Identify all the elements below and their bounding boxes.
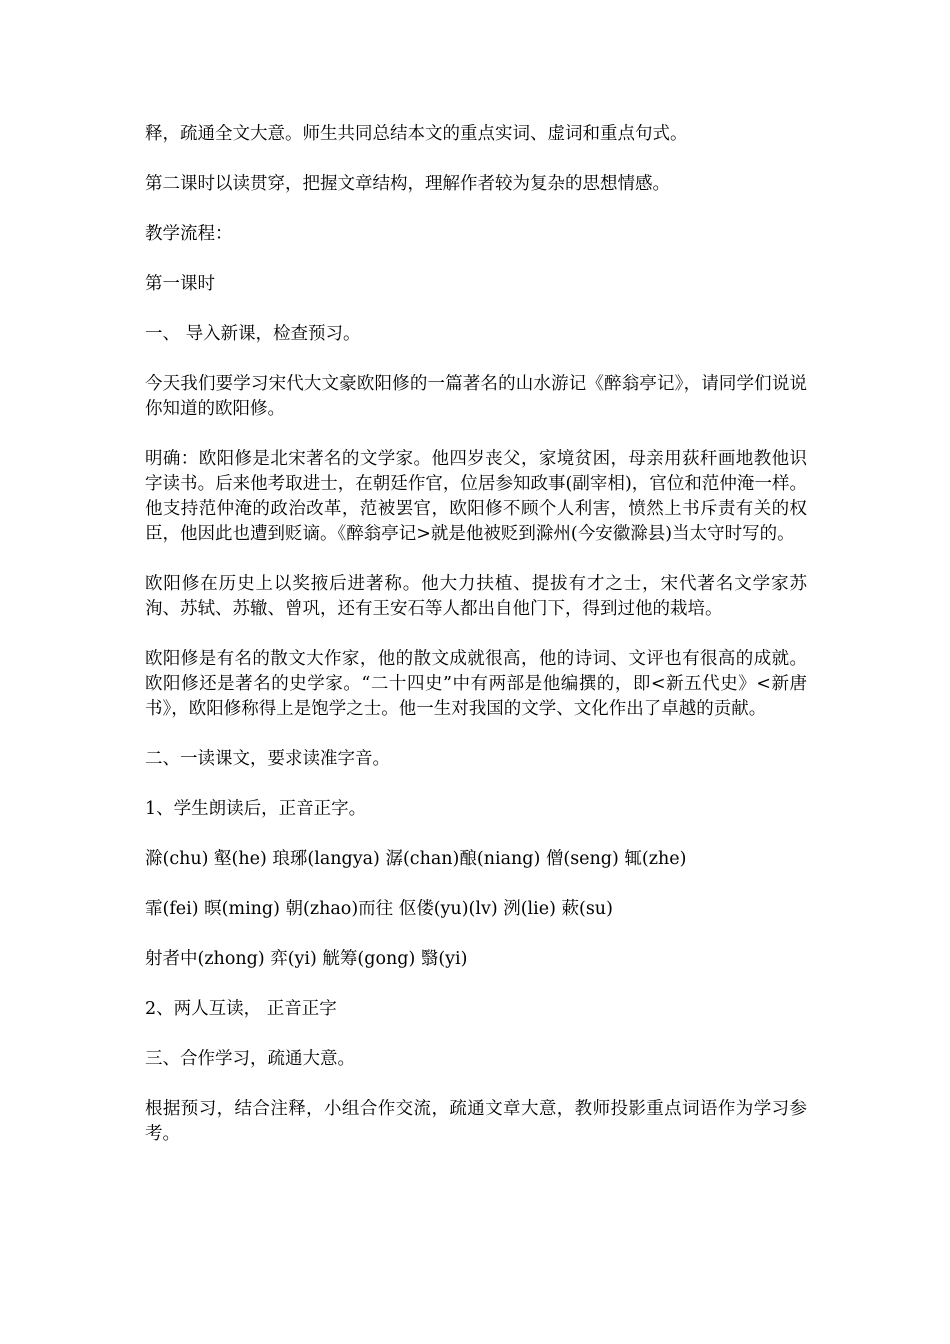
heading-first-lesson: 第一课时: [145, 274, 215, 294]
section-heading-first-reading: 二、一读课文，要求读准字音。: [145, 749, 390, 769]
pronunciation-line-3: 射者中(zhong) 弈(yi) 觥筹(gong) 翳(yi): [145, 949, 468, 969]
paragraph-ouyang-mentor: 欧阳修在历史上以奖掖后进著称。他大力扶植、提拔有才之士，宋代著名文学家苏洵、苏轼、苏辙、曾巩，还有王安石等人都出自他门下，得到过他的栽培。: [145, 574, 807, 619]
paragraph-ouyang-achievements: 欧阳修是有名的散文大作家，他的散文成就很高，他的诗词、文评也有很高的成就。欧阳修还是著名的史学家。“二十四史”中有两部是他编撰的，即<新五代史》<新唐书》，欧阳修称得上是饱学之士。他一生对我国的文学、文化作出了卓越的贡献。: [145, 649, 807, 719]
heading-teaching-process: 教学流程：: [145, 224, 233, 244]
list-item-pair-reading: 2、两人互读， 正音正字: [145, 999, 337, 1019]
pronunciation-line-1: 滁(chu) 壑(he) 琅琊(langya) 潺(chan)酿(niang) 僧(seng) 辄(zhe): [145, 849, 687, 869]
document-body: [145, 122, 807, 1172]
paragraph-second-lesson: 第二课时以读贯穿，把握文章结构，理解作者较为复杂的思想情感。: [145, 174, 670, 194]
paragraph-introduction: 今天我们要学习宋代大文豪欧阳修的一篇著名的山水游记《醉翁亭记》，请同学们说说你知道的欧阳修。: [145, 374, 807, 419]
paragraph-summary-first-lesson: 释，疏通全文大意。师生共同总结本文的重点实词、虚词和重点句式。: [145, 124, 688, 144]
list-item-student-reading: 1、学生朗读后，正音正字。: [145, 799, 367, 819]
section-heading-introduction: 一、 导入新课，检查预习。: [145, 324, 361, 344]
paragraph-ouyang-biography: 明确：欧阳修是北宋著名的文学家。他四岁丧父，家境贫困，母亲用荻秆画地教他识字读书。后来他考取进士，在朝廷作官，位居参知政事(副宰相)，官位和范仲淹一样。他支持范仲淹的政治改革，范被罢官，欧阳修不顾个人利害，愤然上书斥责有关的权臣，他因此也遭到贬谪。《醉翁亭记>就是他被贬到滁州(今安徽滁县)当太守时写的。: [145, 449, 807, 544]
section-heading-cooperative-learning: 三、合作学习，疏通大意。: [145, 1049, 355, 1069]
pronunciation-line-2: 霏(fei) 暝(ming) 朝(zhao)而往 伛偻(yu)(lv) 洌(lie) 蔌(su): [145, 899, 613, 919]
paragraph-cooperative-learning: 根据预习，结合注释，小组合作交流，疏通文章大意，教师投影重点词语作为学习参考。: [145, 1099, 807, 1144]
